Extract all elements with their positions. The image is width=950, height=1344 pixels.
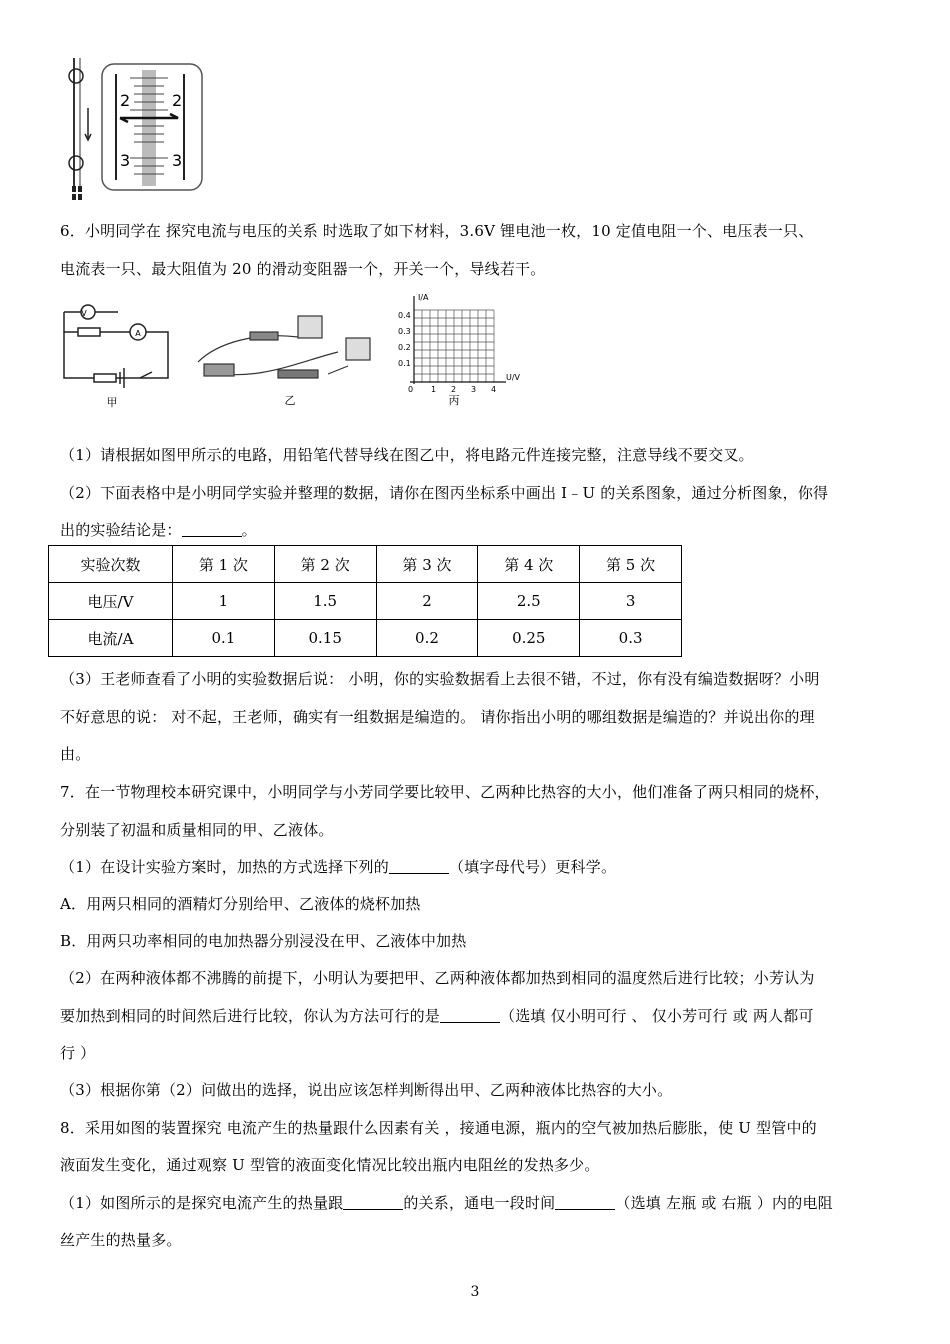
q8-part1-line2: 丝产生的热量多。 xyxy=(60,1231,182,1249)
x-tick-4: 4 xyxy=(491,385,497,394)
table-cell: 1.5 xyxy=(274,583,376,620)
table-header-cell: 第 3 次 xyxy=(376,546,478,583)
table-header-cell: 第 2 次 xyxy=(274,546,376,583)
q7-part3: （3）根据你第（2）问做出的选择，说出应该怎样判断得出甲、乙两种液体比热容的大小。 xyxy=(60,1081,673,1099)
x-tick-1: 1 xyxy=(431,385,437,394)
bottle-blank[interactable] xyxy=(555,1193,615,1210)
table-header-cell: 实验次数 xyxy=(49,546,173,583)
q7-option-b: B．用两只功率相同的电加热器分别浸没在甲、乙液体中加热 xyxy=(60,932,467,950)
q8-part1-text: （1）如图所示的是探究电流产生的热量跟 xyxy=(60,1194,344,1212)
table-cell: 0.25 xyxy=(478,620,580,657)
heating-method-blank[interactable] xyxy=(389,857,449,874)
q6-part3-line3: 由。 xyxy=(60,745,91,763)
table-header-cell: 第 5 次 xyxy=(580,546,682,583)
q7-part2-line1: （2）在两种液体都不沸腾的前提下，小明认为要把甲、乙两种液体都加热到相同的温度然后进行比较；小芳认为 xyxy=(60,969,815,987)
scale-label-left-3: 3 xyxy=(120,151,131,170)
page-number: 3 xyxy=(470,1284,480,1300)
q7-part1 xyxy=(60,856,616,877)
table-cell: 1 xyxy=(172,583,274,620)
q6-part3-line1: （3）王老师查看了小明的实验数据后说： 小明，你的实验数据看上去很不错，不过，你有没有编造数据呀？小明 xyxy=(60,670,820,688)
q6-part1: （1）请根据如图甲所示的电路，用铅笔代替导线在图乙中，将电路元件连接完整，注意导线不要交叉。 xyxy=(60,446,754,464)
table-cell: 电压/V xyxy=(49,583,173,620)
q7-part2-line3: 行 ） xyxy=(60,1044,96,1062)
table-cell: 0.1 xyxy=(172,620,274,657)
y-tick-0.2: 0.2 xyxy=(398,343,411,352)
y-axis-label: I/A xyxy=(418,293,429,302)
x-tick-0: 0 xyxy=(408,385,414,394)
x-tick-2: 2 xyxy=(451,385,457,394)
table-row xyxy=(49,620,682,657)
q6-line1: 6．小明同学在 探究电流与电压的关系 时选取了如下材料，3.6V 锂电池一枚，10 定值电阻一个、电压表一只、 xyxy=(60,222,814,240)
ammeter-label: A xyxy=(135,329,141,338)
figure-label-jia: 甲 xyxy=(106,396,118,409)
x-axis-label: U/V xyxy=(506,373,521,382)
q8-line2: 液面发生变化，通过观察 U 型管的液面变化情况比较出瓶内电阻丝的发热多少。 xyxy=(60,1156,600,1174)
figure-label-bing: 丙 xyxy=(448,394,460,407)
scale-label-right-2: 2 xyxy=(172,91,183,110)
table-header-cell: 第 4 次 xyxy=(478,546,580,583)
table-cell: 2 xyxy=(376,583,478,620)
table-cell: 0.2 xyxy=(376,620,478,657)
y-tick-0.1: 0.1 xyxy=(398,359,411,368)
q7-part2-options: （选填 仅小明可行 、 仅小芳可行 或 两人都可 xyxy=(500,1007,814,1025)
relation-blank[interactable] xyxy=(343,1193,403,1210)
table-cell: 2.5 xyxy=(478,583,580,620)
q6-part2-line1: （2）下面表格中是小明同学实验并整理的数据，请你在图丙坐标系中画出 I﹣U 的关系图象，通过分析图象，你得 xyxy=(60,484,829,502)
scale-figure xyxy=(58,58,204,204)
table-cell: 电流/A xyxy=(49,620,173,657)
table-cell: 3 xyxy=(580,583,682,620)
q6-part2-line2 xyxy=(60,519,257,540)
table-cell: 0.15 xyxy=(274,620,376,657)
table-cell: 0.3 xyxy=(580,620,682,657)
q6-figures xyxy=(58,292,538,412)
voltmeter-label: V xyxy=(81,309,87,318)
grid-chart-bing xyxy=(414,310,494,382)
apparatus-yi xyxy=(198,316,370,378)
q7-part2-text: 要加热到相同的时间然后进行比较，你认为方法可行的是 xyxy=(60,1007,441,1025)
x-tick-3: 3 xyxy=(471,385,477,394)
q7-line2: 分别装了初温和质量相同的甲、乙液体。 xyxy=(60,821,334,839)
circuit-diagram-jia xyxy=(64,305,168,388)
q7-option-a: A．用两只相同的酒精灯分别给甲、乙液体的烧杯加热 xyxy=(60,895,421,913)
q8-line1: 8．采用如图的装置探究 电流产生的热量跟什么因素有关 ，接通电源，瓶内的空气被加热后膨胀，使 U 型管中的 xyxy=(60,1119,817,1137)
q8-part1-line1 xyxy=(60,1192,833,1213)
y-tick-0.4: 0.4 xyxy=(398,311,411,320)
q7-part1-text: （1）在设计实验方案时，加热的方式选择下列的 xyxy=(60,858,389,876)
q7-part1-end: （填字母代号）更科学。 xyxy=(448,858,617,876)
q6-line2: 电流表一只、最大阻值为 20 的滑动变阻器一个，开关一个，导线若干。 xyxy=(60,260,546,278)
figure-label-yi: 乙 xyxy=(284,394,296,407)
q8-part1-mid: 的关系，通电一段时间 xyxy=(403,1194,556,1212)
q7-line1: 7．在一节物理校本研究课中，小明同学与小芳同学要比较甲、乙两种比热容的大小，他们准备了两只相同的烧杯， xyxy=(60,783,830,801)
y-tick-0.3: 0.3 xyxy=(398,327,411,336)
data-table xyxy=(48,545,682,657)
table-header-row xyxy=(49,546,682,583)
table-header-cell: 第 1 次 xyxy=(172,546,274,583)
q7-part2-line2 xyxy=(60,1005,814,1026)
q6-part3-line2: 不好意思的说： 对不起，王老师，确实有一组数据是编造的。 请你指出小明的哪组数据是编造的？并说出你的理 xyxy=(60,708,815,726)
scale-label-right-3: 3 xyxy=(172,151,183,170)
conclusion-blank[interactable] xyxy=(182,520,242,537)
q8-part1-options: （选填 左瓶 或 右瓶 ）内的电阻 xyxy=(615,1194,833,1212)
scale-label-left-2: 2 xyxy=(120,91,131,110)
q6-part2-end: 。 xyxy=(241,521,257,539)
method-blank[interactable] xyxy=(440,1006,500,1023)
table-row xyxy=(49,583,682,620)
q6-part2-text: 出的实验结论是： xyxy=(60,521,182,539)
